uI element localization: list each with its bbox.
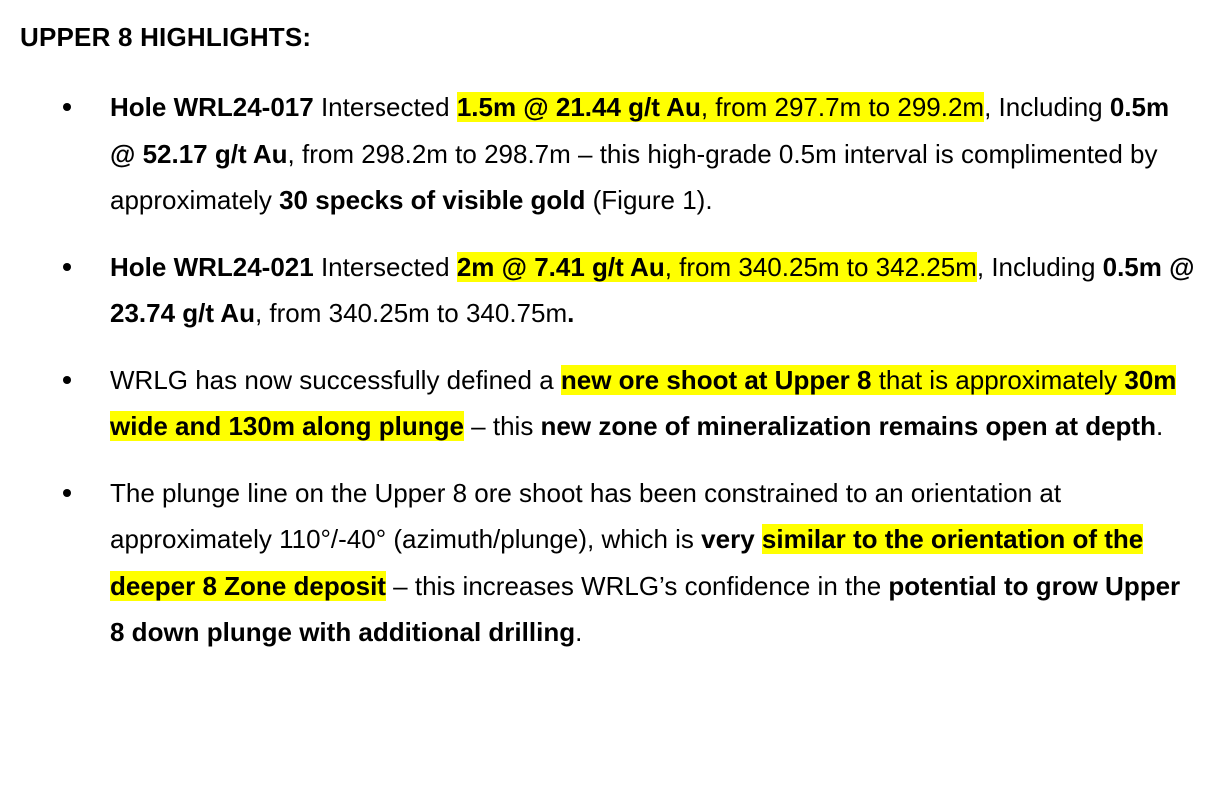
text-run: Intersected <box>313 92 457 122</box>
text-run: (Figure 1). <box>585 185 713 215</box>
bold-text: potential to grow Upper 8 down plunge with additional drilling <box>110 570 1181 647</box>
list-item-text <box>110 252 1194 329</box>
bold-text: 30 specks of visible gold <box>279 185 586 215</box>
bold-text: 0.5m @ 23.74 g/t Au <box>110 251 1195 328</box>
list-item <box>0 470 1205 656</box>
highlighted-text: , from 340.25m to 342.25m <box>664 251 977 282</box>
bold-text: . <box>567 298 575 328</box>
bold-text: Hole WRL24-017 <box>110 92 314 122</box>
bullet-icon <box>63 103 71 111</box>
text-run: , Including <box>984 92 1110 122</box>
text-run: , Including <box>976 251 1103 282</box>
bold-text: new zone of mineralization remains open at depth <box>540 411 1156 441</box>
text-run: WRLG has now successfully defined a <box>110 364 561 395</box>
highlighted-text: 30m wide and 130m along plunge <box>110 364 1177 441</box>
list-item-text <box>110 92 1169 215</box>
text-run: . <box>575 617 583 647</box>
text-run: The plunge line on the Upper 8 ore shoot has been constrained to an orientation at approximately 110°/-40° (azimuth/plunge), which is <box>110 477 1062 554</box>
highlighted-text: similar to the orientation of the deeper 8 Zone deposit <box>110 524 1144 601</box>
bullet-icon <box>63 376 71 384</box>
text-run: – this increases WRLG’s confidence in the <box>385 570 889 601</box>
highlighted-text: that is approximately <box>871 364 1125 395</box>
text-run <box>755 524 762 554</box>
highlighted-text: , from 297.7m to 299.2m <box>700 92 985 122</box>
text-run: – this <box>463 411 541 441</box>
bullet-icon <box>63 489 71 497</box>
section-heading: UPPER 8 HIGHLIGHTS: <box>20 22 312 52</box>
text-run: Intersected <box>313 251 457 282</box>
text-run: , from 340.25m to 340.75m <box>254 298 568 328</box>
list-item-text <box>110 365 1176 442</box>
list-item-text <box>110 478 1180 648</box>
text-run: , from 298.2m to 298.7m – this high-grade 0.5m interval is complimented by approximately <box>110 138 1158 215</box>
list-item <box>0 244 1205 337</box>
highlights-list <box>0 84 1205 676</box>
list-item <box>0 357 1205 450</box>
text-run: . <box>1155 411 1164 441</box>
list-item <box>0 84 1205 224</box>
highlighted-text: 2m @ 7.41 g/t Au <box>456 251 665 282</box>
bold-text: very <box>701 524 755 554</box>
highlighted-text: new ore shoot at Upper 8 <box>560 364 872 395</box>
bold-text: 0.5m @ 52.17 g/t Au <box>110 92 1170 169</box>
bold-text: Hole WRL24-021 <box>110 251 314 282</box>
bullet-icon <box>63 263 71 271</box>
highlighted-text: 1.5m @ 21.44 g/t Au <box>456 92 701 122</box>
